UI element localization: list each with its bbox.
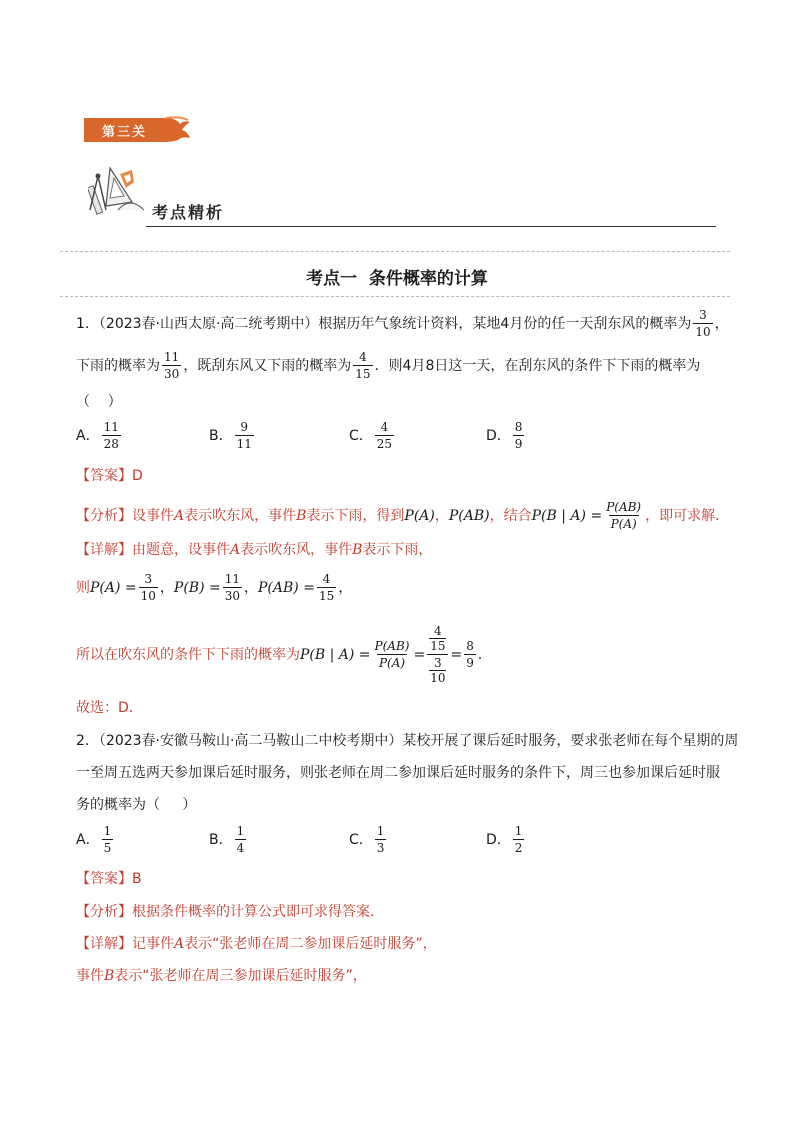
denominator: 30 xyxy=(224,589,241,603)
analysis-text: 根据条件概率的计算公式即可求得答案. xyxy=(132,904,375,920)
inner-fraction xyxy=(429,624,446,653)
detail-text: 则 xyxy=(76,579,90,596)
detail-tag: 【详解】 xyxy=(76,542,132,558)
analysis-text: ，结合 xyxy=(489,507,532,524)
q1-detail-line3 xyxy=(76,624,492,685)
math-PAB: P(AB) = xyxy=(258,579,315,596)
analysis-tag: 【分析】 xyxy=(76,507,132,524)
compound-denominator xyxy=(427,654,448,685)
denominator: 4 xyxy=(236,841,245,855)
numerator: 8 xyxy=(466,639,474,653)
q2-stem-line3: 务的概率为（ ） xyxy=(76,797,197,813)
numerator: 4 xyxy=(380,420,389,434)
analysis-text: 设事件 xyxy=(132,507,174,524)
q1-fraction-wind xyxy=(693,308,712,339)
option-label: C． xyxy=(349,427,373,444)
option-label: D． xyxy=(486,831,511,848)
detail-text: 由题意，设事件 xyxy=(132,542,230,558)
math-PAB: P(AB) xyxy=(448,507,490,524)
math-A: A xyxy=(174,507,185,524)
math-conditional: P(B | A) = xyxy=(531,507,603,524)
q2-option-a[interactable] xyxy=(76,824,115,855)
denominator: 15 xyxy=(430,639,446,653)
q2-option-b[interactable] xyxy=(209,824,248,855)
option-label: B． xyxy=(209,831,233,848)
q1-stem-b2: ，既刮东风又下雨的概率为 xyxy=(183,357,352,374)
option-fraction xyxy=(375,420,394,451)
denominator: 10 xyxy=(695,325,711,339)
numerator: 4 xyxy=(434,624,442,638)
analysis-text: ，即可求解． xyxy=(645,507,730,524)
denominator: P(A) xyxy=(378,656,406,670)
detail-text: 表示“张老师在周三参加课后延时服务”， xyxy=(114,968,367,984)
numerator: 4 xyxy=(359,350,367,364)
q1-option-a[interactable] xyxy=(76,420,123,451)
q1-comma: ， xyxy=(714,315,729,332)
ruler-compass-icon xyxy=(88,166,148,218)
detail-text: 事件 xyxy=(76,968,104,984)
math-conditional: P(B | A) = xyxy=(300,646,371,663)
separator: ， xyxy=(338,579,353,596)
denominator: 11 xyxy=(236,437,252,451)
numerator: 3 xyxy=(434,656,442,670)
section-badge-label: 第三关 xyxy=(102,125,148,140)
option-label: D． xyxy=(486,427,511,444)
option-fraction xyxy=(102,824,114,855)
section-title-underline xyxy=(146,226,716,227)
q2-answer xyxy=(76,869,142,889)
math-A: A xyxy=(230,542,241,558)
q1-option-d[interactable] xyxy=(486,420,526,451)
detail-text: 所以在吹东风的条件下下雨的概率为 xyxy=(76,646,300,663)
math-PA: P(A) = xyxy=(90,579,137,596)
q1-detail xyxy=(76,540,432,560)
option-label: A． xyxy=(76,831,100,848)
denominator: 28 xyxy=(103,437,119,451)
math-PB: P(B) = xyxy=(173,579,221,596)
detail-compound-fraction xyxy=(427,624,448,685)
denominator: 5 xyxy=(103,841,112,855)
q2-analysis xyxy=(76,902,374,922)
analysis-text: 表示吹东风，事件 xyxy=(184,507,297,524)
q1-fraction-both xyxy=(353,350,372,381)
numerator: 11 xyxy=(103,420,119,434)
section-badge xyxy=(84,116,192,144)
analysis-text: 表示下雨，得到 xyxy=(306,507,405,524)
detail-fraction-PA xyxy=(139,572,158,603)
numerator: P(AB) xyxy=(374,639,410,653)
q1-options xyxy=(76,420,676,456)
q1-stem-line1 xyxy=(76,308,729,339)
numerator: 1 xyxy=(236,824,245,838)
inner-fraction xyxy=(429,656,446,685)
denominator: 3 xyxy=(376,841,385,855)
numerator: 1 xyxy=(376,824,385,838)
detail-text: 表示下雨， xyxy=(362,542,433,558)
math-B: B xyxy=(296,507,307,524)
q2-stem-line1: 2．（2023春·安徽马鞍山·高二马鞍山二中校考期中）某校开展了课后延时服务，要求张老师在每个星期的周 xyxy=(76,733,739,749)
detail-text: 记事件 xyxy=(132,936,174,952)
math-A: A xyxy=(174,936,185,952)
answer-value: B xyxy=(132,871,142,887)
denominator: P(A) xyxy=(610,517,637,531)
divider-bottom xyxy=(60,296,730,297)
denominator: 9 xyxy=(466,656,474,670)
numerator: 8 xyxy=(514,420,523,434)
option-label: A． xyxy=(76,427,100,444)
q1-stem-line3: （ ） xyxy=(76,394,122,410)
q1-detail-line2 xyxy=(76,572,352,603)
option-label: B． xyxy=(209,427,233,444)
answer-value: D xyxy=(132,468,143,484)
q1-stem-b3: ．则4月8日这一天，在刮东风的条件下下雨的概率为 xyxy=(374,357,701,374)
detail-result-fraction xyxy=(464,639,476,670)
answer-tag: 【答案】 xyxy=(76,468,132,484)
analysis-text: ， xyxy=(434,507,449,524)
q1-answer xyxy=(76,466,143,486)
detail-fraction-PB xyxy=(223,572,242,603)
option-fraction xyxy=(375,824,387,855)
q2-option-c[interactable] xyxy=(349,824,388,855)
analysis-fraction xyxy=(604,500,643,531)
equals-sign: = xyxy=(450,646,463,663)
denominator: 30 xyxy=(164,367,180,381)
option-fraction xyxy=(513,420,525,451)
numerator: 1 xyxy=(514,824,523,838)
q1-stem-b1: 下雨的概率为 xyxy=(76,357,160,374)
answer-tag: 【答案】 xyxy=(76,871,132,887)
divider-top xyxy=(60,251,730,252)
q2-stem-line2: 一至周五选两天参加课后延时服务，则张老师在周二参加课后延时服务的条件下，周三也参加课后延时服 xyxy=(76,765,720,781)
q2-detail-line2 xyxy=(76,966,367,986)
q1-stem-a: 1．（2023春·山西太原·高二统考期中）根据历年气象统计资料，某地4月份的任一天刮东风的概率为 xyxy=(76,315,692,332)
denominator: 25 xyxy=(376,437,393,451)
option-fraction xyxy=(235,420,254,451)
compound-numerator xyxy=(427,624,448,654)
separator: ， xyxy=(244,579,259,596)
math-B: B xyxy=(104,968,115,984)
detail-tag: 【详解】 xyxy=(76,936,132,952)
denominator: 2 xyxy=(514,841,523,855)
q1-analysis xyxy=(76,500,729,531)
math-B: B xyxy=(352,542,363,558)
q1-option-b[interactable] xyxy=(209,420,256,451)
numerator: 9 xyxy=(240,420,249,434)
q1-option-c[interactable] xyxy=(349,420,396,451)
numerator: 11 xyxy=(224,572,241,586)
q1-conclusion: 故选：D． xyxy=(76,700,143,716)
topic-title: 考点一 条件概率的计算 xyxy=(306,269,488,289)
detail-text: 表示吹东风，事件 xyxy=(240,542,353,558)
q1-fraction-rain xyxy=(162,350,181,381)
denominator: 9 xyxy=(514,437,523,451)
option-fraction xyxy=(102,420,121,451)
denominator: 15 xyxy=(318,589,335,603)
q2-options xyxy=(76,824,676,860)
section-title: 考点精析 xyxy=(152,203,225,222)
numerator: P(AB) xyxy=(606,500,642,514)
numerator: 3 xyxy=(144,572,153,586)
denominator: 10 xyxy=(140,589,156,603)
denominator: 10 xyxy=(430,671,446,685)
detail-text: 表示“张老师在周二参加课后延时服务”， xyxy=(184,936,437,952)
numerator: 11 xyxy=(164,350,180,364)
denominator: 15 xyxy=(355,367,371,381)
math-PA: P(A) xyxy=(404,507,435,524)
analysis-tag: 【分析】 xyxy=(76,904,132,920)
equals-sign: = xyxy=(413,646,426,663)
detail-fraction-formula xyxy=(373,639,412,670)
option-fraction xyxy=(513,824,525,855)
numerator: 3 xyxy=(699,308,707,322)
option-label: C． xyxy=(349,831,373,848)
q2-option-d[interactable] xyxy=(486,824,526,855)
detail-fraction-PAB xyxy=(317,572,336,603)
numerator: 1 xyxy=(103,824,112,838)
separator: ， xyxy=(159,579,174,596)
option-fraction xyxy=(235,824,247,855)
numerator: 4 xyxy=(322,572,331,586)
q1-stem-line2 xyxy=(76,350,700,381)
q2-detail xyxy=(76,934,437,954)
period: ． xyxy=(477,646,492,663)
